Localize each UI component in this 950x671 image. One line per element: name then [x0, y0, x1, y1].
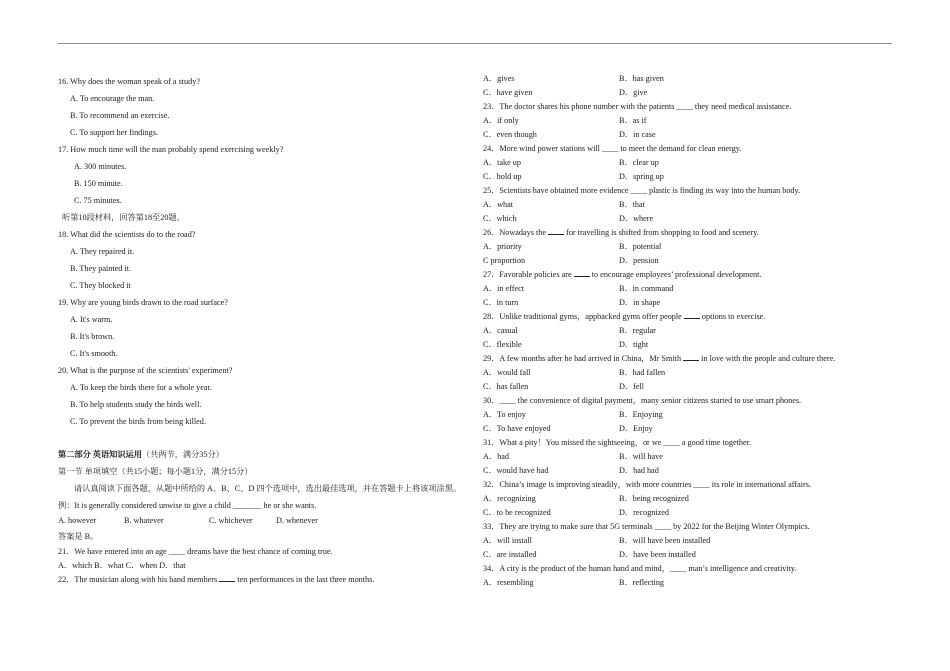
option-b: B．that — [619, 200, 645, 209]
option-c: C．To have enjoyed — [483, 424, 551, 433]
question-22 — [58, 573, 468, 587]
option-d: D．where — [619, 214, 654, 223]
option-c: C．to be recognized — [483, 508, 551, 517]
option-b: B．in command — [619, 284, 674, 293]
option-c: C．in turn — [483, 298, 519, 307]
option-b: B. 150 minute. — [74, 179, 123, 188]
option-b: B．as if — [619, 116, 647, 125]
option-d: D．fell — [619, 382, 645, 391]
question-29 — [483, 352, 903, 366]
question-28-options-row-1 — [483, 324, 903, 338]
option-c: C．even though — [483, 130, 537, 139]
option-a: A．recognizing — [483, 494, 536, 503]
example-answer: 答案是 B。 — [58, 532, 99, 541]
option-a: A．casual — [483, 326, 518, 335]
option-a: A．if only — [483, 116, 519, 125]
option-c: C．has fallen — [483, 382, 529, 391]
section-one-heading: 第一节 单项填空（共15小题；每小题1分，满分15分） — [58, 467, 253, 476]
option-a: A．gives — [483, 74, 515, 83]
option-b: B．will have been installed — [619, 536, 711, 545]
question-22-options-row-1 — [483, 72, 903, 86]
option-c: C. To support her findings. — [70, 128, 158, 137]
option-c: C. They blocked it — [70, 281, 131, 290]
option-d: D．in case — [619, 130, 656, 139]
option-a: A．what — [483, 200, 514, 209]
right-column — [483, 72, 903, 590]
question-22-text-end: ten performances in the last three months. — [237, 575, 375, 584]
question-24-options-row-2 — [483, 170, 903, 184]
option-c: C．would have had — [483, 466, 549, 475]
example-question: 例：It is generally considered unwise to give a child _______ he or she wants. — [58, 501, 317, 510]
question-27-text-end: to encourage employees’ professional development. — [591, 270, 762, 279]
option-d: D．in shape — [619, 298, 661, 307]
question-27-text: 27．Favorable policies are — [483, 270, 572, 279]
option-a: A．in effect — [483, 284, 524, 293]
question-24-options-row-1 — [483, 156, 903, 170]
option-c: C proportion — [483, 256, 526, 265]
option-a: A. 300 minutes. — [74, 162, 127, 171]
option-c: C. 75 minutes. — [74, 196, 122, 205]
option-d: D．spring up — [619, 172, 664, 181]
question-27-options-row-1 — [483, 282, 903, 296]
question-30: 30．____ the convenience of digital payment，many senior citizens started to use smart phones. — [483, 396, 802, 405]
option-d: D．have been installed — [619, 550, 696, 559]
question-34: 34．A city is the product of the human hand and mind，____ man’s intelligence and creativity. — [483, 564, 797, 573]
option-c: C．have given — [483, 88, 533, 97]
instruction-text: 请认真阅读下面各题，从题中所给的 A、B、C、D 四个选项中，选出最佳选项，并在答题卡上将该项涂黑。 — [74, 484, 462, 493]
question-26 — [483, 226, 903, 240]
question-16: 16. Why does the woman speak of a study? — [58, 77, 200, 86]
question-33: 33．They are trying to make sure that 5G terminals ____ by 2022 for the Beijing Winter Olympics. — [483, 522, 810, 531]
question-25: 25．Scientists have obtained more evidence ____ plastic is finding its way into the human body. — [483, 186, 801, 195]
listening-instruction: 听第10段材料，回答第18至20题。 — [62, 213, 185, 222]
option-a: A．resembling — [483, 578, 534, 587]
part-two-score: （共两节，满分35分） — [141, 450, 224, 459]
question-33-options-row-1 — [483, 534, 903, 548]
option-a: A．priority — [483, 242, 522, 251]
part-two-heading — [58, 446, 468, 463]
option-a: A. It's warm. — [70, 315, 113, 324]
option-b: B．being recognized — [619, 494, 689, 503]
question-26-text-end: for travelling is shifted from shopping to food and scenery. — [566, 228, 759, 237]
left-column — [58, 73, 468, 587]
question-30-options-row-1 — [483, 408, 903, 422]
question-32-options-row-1 — [483, 492, 903, 506]
question-27-options-row-2 — [483, 296, 903, 310]
option-d: D．give — [619, 88, 648, 97]
answer-blank — [219, 573, 235, 582]
option-b: B．had fallen — [619, 368, 666, 377]
option-b: B．potential — [619, 242, 662, 251]
option-c: C. It's smooth. — [70, 349, 118, 358]
question-31: 31．What a pity！You missed the sightseeing，or we ____ a good time together. — [483, 438, 751, 447]
option-b: B．clear up — [619, 158, 659, 167]
option-b: B. They painted it. — [70, 264, 132, 273]
question-30-options-row-2 — [483, 422, 903, 436]
question-23-options-row-2 — [483, 128, 903, 142]
option-b: B．Enjoying — [619, 410, 663, 419]
question-18: 18. What did the scientists do to the road? — [58, 230, 196, 239]
answer-blank — [574, 268, 590, 277]
question-31-options-row-1 — [483, 450, 903, 464]
question-32-options-row-2 — [483, 506, 903, 520]
option-a: A．would fall — [483, 368, 531, 377]
option-d: D．had had — [619, 466, 659, 475]
option-c: C．flexible — [483, 340, 522, 349]
question-28-options-row-2 — [483, 338, 903, 352]
question-29-text-end: in love with the people and culture there. — [701, 354, 836, 363]
option-b: B．regular — [619, 326, 656, 335]
option-a: A. They repaired it. — [70, 247, 135, 256]
option-b: B. To recommend an exercise. — [70, 111, 170, 120]
option-c: C. To prevent the birds from being killed. — [70, 417, 206, 426]
question-27 — [483, 268, 903, 282]
question-20: 20. What is the purpose of the scientists' experiment? — [58, 366, 233, 375]
option-a: A．To enjoy — [483, 410, 526, 419]
question-28-text-end: options to exercise. — [701, 312, 766, 321]
question-28-text: 28．Unlike traditional gyms，appbacked gyms offer people — [483, 312, 682, 321]
option-a: A. however — [58, 516, 97, 525]
question-25-options-row-2 — [483, 212, 903, 226]
option-d: D．recognized — [619, 508, 670, 517]
option-a: A．had — [483, 452, 509, 461]
option-b: B．reflecting — [619, 578, 665, 587]
option-a: A. To keep the birds there for a whole year. — [70, 383, 212, 392]
question-32: 32．China’s image is improving steadily，with more countries ____ its role in international affairs. — [483, 480, 811, 489]
option-d: D．tight — [619, 340, 649, 349]
option-b: B．will have — [619, 452, 663, 461]
option-c: C．are installed — [483, 550, 537, 559]
question-29-options-row-2 — [483, 380, 903, 394]
question-33-options-row-2 — [483, 548, 903, 562]
question-28 — [483, 310, 903, 324]
option-d: D. whenever — [276, 516, 318, 525]
header-rule — [58, 43, 892, 44]
answer-blank — [684, 310, 700, 319]
option-b: B. whatever — [124, 516, 164, 525]
answer-blank — [683, 352, 699, 361]
option-d: D．pension — [619, 256, 659, 265]
answer-blank — [548, 226, 564, 235]
question-21-options: A．which B．what C．when D．that — [58, 561, 186, 570]
option-a: A．will install — [483, 536, 532, 545]
question-19: 19. Why are young birds drawn to the road surface? — [58, 298, 228, 307]
question-23: 23．The doctor shares his phone number with the patients ____ they need medical assistance. — [483, 102, 792, 111]
option-c: C．hold up — [483, 172, 522, 181]
question-17: 17. How much time will the man probably spend exercising weekly? — [58, 145, 284, 154]
question-21: 21．We have entered into an age ____ dreams have the best chance of coming true. — [58, 547, 333, 556]
option-a: A．take up — [483, 158, 521, 167]
question-29-options-row-1 — [483, 366, 903, 380]
option-c: C．which — [483, 214, 517, 223]
question-29-text: 29．A few months after he had arrived in China，Mr Smith — [483, 354, 682, 363]
question-23-options-row-1 — [483, 114, 903, 128]
example-options — [58, 514, 468, 528]
option-b: B. To help students study the birds well. — [70, 400, 202, 409]
question-25-options-row-1 — [483, 198, 903, 212]
question-24: 24．More wind power stations will ____ to meet the demand for clean energy. — [483, 144, 742, 153]
question-22-options-row-2 — [483, 86, 903, 100]
question-22-text: 22．The musician along with his band members — [58, 575, 218, 584]
option-a: A. To encourage the man. — [70, 94, 155, 103]
question-26-options-row-1 — [483, 240, 903, 254]
option-c: C. whichever — [209, 516, 253, 525]
option-d: D．Enjoy — [619, 424, 653, 433]
question-31-options-row-2 — [483, 464, 903, 478]
part-two-title: 第二部分 英语知识运用 — [58, 450, 142, 459]
question-26-text: 26．Nowadays the — [483, 228, 546, 237]
option-b: B．has given — [619, 74, 664, 83]
question-34-options-row-1 — [483, 576, 903, 590]
option-b: B. It's brown. — [70, 332, 115, 341]
question-26-options-row-2 — [483, 254, 903, 268]
